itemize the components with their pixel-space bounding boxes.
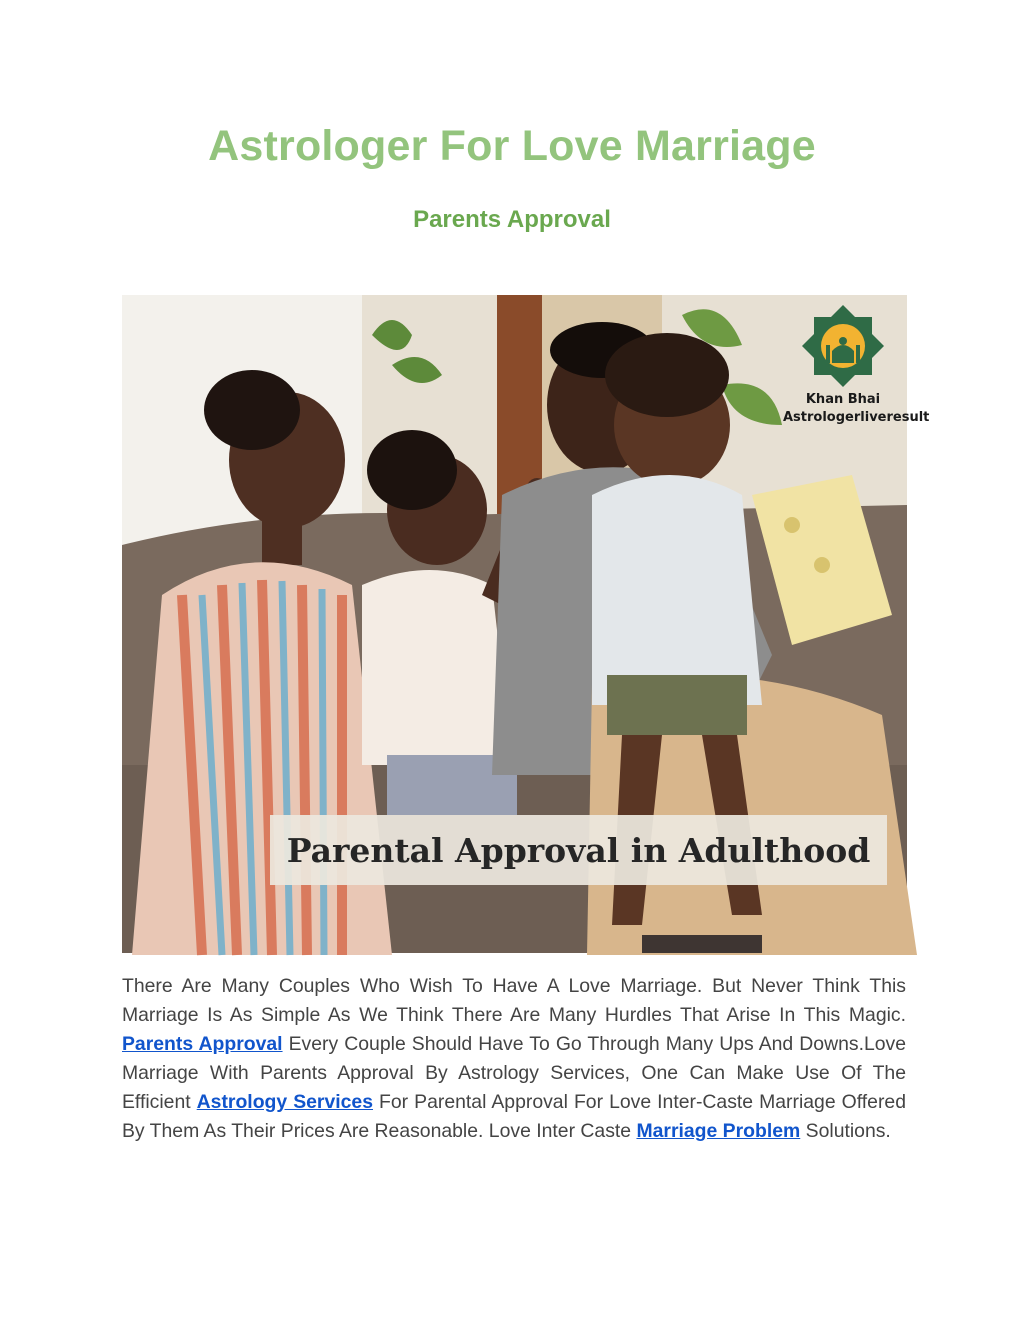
paragraph-text: Every Couple Should Have To Go Through Many Ups And Downs.Love Marriage With Parents Approval By Astrology Services, One Can Make Use Of The Efficient (122, 1033, 907, 1113)
logo-line-1: Khan Bhai (805, 392, 881, 407)
banner-text: Parental Approval in Adulthood (286, 830, 871, 870)
astrology-services-link[interactable]: Astrology Services (196, 1091, 373, 1113)
page-title: Astrologer For Love Marriage (208, 122, 816, 170)
body-paragraph (122, 972, 906, 1146)
paragraph-text: There Are Many Couples Who Wish To Have A Love Marriage. But Never Think This Marriage Is As Simple As We Think There Are Many Hurdles That Arise In This Magic. (122, 975, 906, 1026)
hero-image (122, 295, 930, 953)
page-subtitle: Parents Approval (413, 206, 611, 233)
logo-line-2: Astrologerliveresult (783, 410, 930, 425)
marriage-problem-link[interactable]: Marriage Problem (636, 1120, 801, 1142)
brand-logo (783, 305, 930, 427)
paragraph-text: For Parental Approval For Love Inter-Caste Marriage Offered By Them As Their Prices Are Reasonable. Love Inter Caste (122, 1091, 906, 1142)
mosque-icon (802, 305, 884, 387)
parents-approval-link[interactable]: Parents Approval (122, 1033, 283, 1055)
paragraph-text: Solutions. (800, 1120, 891, 1142)
image-caption-banner (270, 815, 887, 885)
